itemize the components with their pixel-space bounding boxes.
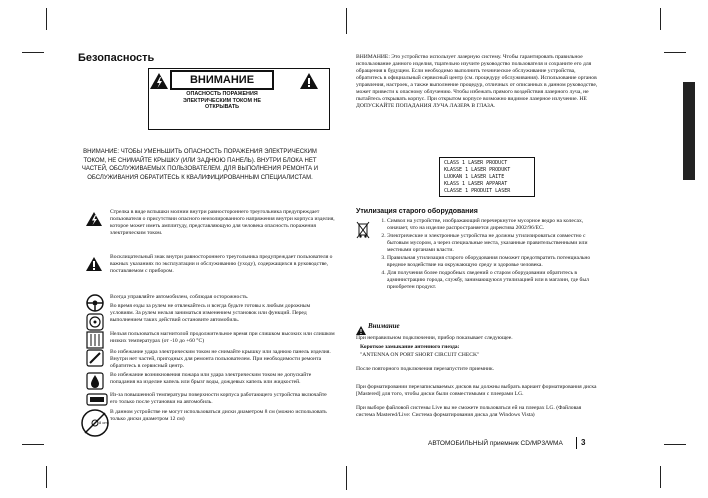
laser-label-line: CLASSE 1 PRODUIT LASER xyxy=(444,188,511,194)
recycle-item: 3. Правильная утилизация старого оборудования поможет предотвратить потенциально вредное воздействие на окружающую среду и здоровье человека. xyxy=(387,255,603,269)
disc-size-label: 8 cm xyxy=(99,420,108,425)
paragraph-temperature: Нельзя пользоваться магнитолой продолжительное время при слишком высоких или слишком низких температурах (от -10 до +60 °С) xyxy=(110,331,335,344)
paragraph-exclamation: Восклицательный знак внутри равностороннего треугольника предупреждает пользователя о важных указаниях по эксплуатации и обслуживанию (уходу), содержащихся в руководстве, поставляемом с прибором. xyxy=(110,254,333,274)
side-tab xyxy=(683,82,695,180)
format-text-live: При выборе файловой системы Live вы не сможете пользоваться ей на плеерах LG. (Файловая система Mastered/Live: Система форматирования диска для Windows Vista) xyxy=(356,405,582,418)
crop-mark xyxy=(660,8,661,30)
page-title: Безопасность xyxy=(78,52,155,64)
paragraph-water: Во избежание возникновения пожара или удара электрическим током не допускайте попадания на изделие капель или брызг воды, дождевых капель или жидкостей. xyxy=(110,372,312,385)
paragraph-road-conditions: Во время езды за рулем не отвлекайтесь и всегда будьте готовы к любым дорожным условиям. За рулем нельзя заниматься изменением установок или функций. Перед выполнением таких действий остановите автомобиль. xyxy=(110,303,311,323)
restart-text: После повторного подключения перезапустите приемник. xyxy=(356,366,495,372)
laser-label-line: KLASS 1 LASER APPARAT xyxy=(444,181,508,187)
main-warning-text: ВНИМАНИЕ: ЧТОБЫ УМЕНЬШИТЬ ОПАСНОСТЬ ПОРАЖЕНИЯ ЭЛЕКТРИЧЕСКИМ ТОКОМ, НЕ СНИМАЙТЕ КРЫШКУ (ИЛИ ЗАДНЮЮ ПАНЕЛЬ). ВНУТРИ БЛОКА НЕТ ЧАСТЕЙ, ОБСЛУЖИВАЕМЫХ ПОЛЬЗОВАТЕЛЕМ. ДЛЯ ВЫПОЛНЕНИЯ РЕМОНТА И ОБСЛУЖИВАНИЯ ОБРАТИТЕСЬ К КВАЛИФИЦИРОВАННЫМ СПЕЦИАЛИСТАМ. xyxy=(81,149,319,181)
crop-mark xyxy=(664,444,686,445)
recycle-item: 4. Для получения более подробных сведений о старом оборудовании обратитесь в администрацию города, службу, занимающуюся утилизацией или в магазин, где был приобретен продукт. xyxy=(387,270,603,291)
paragraph-do-not-open: Во избежание удара электрическим током не снимайте крышку или заднюю панель изделия. Внутри нет частей, пригодных для ремонта пользователем. При необходимости ремонта обратитесь в сервисный центр. xyxy=(110,349,331,369)
screwdriver-icon xyxy=(86,349,104,372)
crop-mark xyxy=(22,444,44,445)
short-circuit-message: "ANTENNA ON PORT SHORT CIRCUIT CHECK" xyxy=(360,352,480,358)
crop-mark xyxy=(346,466,347,490)
paragraph-lightning: Стрелка в виде вспышки молнии внутри равностороннего треугольника предупреждает пользователя о присутствии опасного неизолированного напряжения внутри корпуса изделия, которое может иметь амплитуду, представляющую для человека опасность поражения электрическим током. xyxy=(110,209,335,236)
format-text-mastered: При форматировании перезаписываемых дисков вы должны выбрать вариант форматирования диска [Mastered] для того, чтобы диски были совместимыми с плеерами LG. xyxy=(356,384,597,397)
footer-divider xyxy=(576,437,577,449)
footer-text: АВТОМОБИЛЬНЫЙ приемник CD/MP3/WMA xyxy=(428,440,563,447)
crop-mark xyxy=(22,52,44,53)
attention-text: При неправильном подключении, прибор показывает следующее. xyxy=(356,335,513,341)
laser-label-line: LUOKAN 1 LASER LAITE xyxy=(444,174,505,180)
exclamation-triangle-icon xyxy=(86,257,102,276)
attention-title: Внимание xyxy=(368,322,400,330)
recycle-list xyxy=(375,218,603,292)
laser-label-line: CLASS 1 LASER PRODUCT xyxy=(444,160,508,166)
page-number: 3 xyxy=(581,438,586,447)
warning-subtitle: ОПАСНОСТЬ ПОРАЖЕНИЯ ЭЛЕКТРИЧЕСКИМ ТОКОМ НЕ ОТКРЫВАТЬ xyxy=(183,91,261,110)
crop-mark xyxy=(346,8,347,34)
crop-mark xyxy=(664,52,686,53)
laser-warning-text: ВНИМАНИЕ: Это устройство использует лазерную систему. Чтобы гарантировать правильное использование данного изделия, тщательно изучите руководство пользователя и сохраните его для обращения в будущем. Если необходимо выполнить техническое обслуживание устройства, обратитесь в официальный сервисный центр (см. процедуру обслуживания). Использование органов управления, настроек, а также выполнение процедур, отличных от описанных в данном руководстве, может привести к опасному облучению. Чтобы избежать прямого воздействия лазерного луча, не пытайтесь открывать корпус. При открытом корпусе возможно видимое лазерное излучение. НЕ ДОПУСКАЙТЕ ПОПАДАНИЯ ЛУЧА ЛАЗЕРА В ГЛАЗА. xyxy=(356,54,598,109)
paragraph-drive-carefully: Всегда управляйте автомобилем, соблюдая осторожность. xyxy=(110,294,249,300)
laser-label-line: KLASSE 1 LASER PRODUKT xyxy=(444,167,511,173)
paragraph-heat: Из-за повышенной температуры поверхности корпуса работающего устройства включайте его только после установки на автомобиль. xyxy=(110,392,327,405)
lightning-triangle-icon xyxy=(86,212,102,231)
lightning-warning-icon xyxy=(150,73,168,94)
crop-mark xyxy=(46,8,47,30)
no-8cm-disc-icon xyxy=(80,408,110,438)
crop-mark xyxy=(660,466,661,488)
short-circuit-title: Короткое замыкание антенного гнезда: xyxy=(360,344,460,350)
recycle-item: 2. Электрические и электронные устройства не должны утилизироваться совместно с бытовым мусором, а через специальные места, указанные правительственными или местными органами власти. xyxy=(387,233,603,254)
crop-mark xyxy=(46,466,47,488)
exclamation-warning-icon xyxy=(300,73,318,94)
recycle-title: Утилизация старого оборудования xyxy=(356,208,478,215)
paragraph-disc-size: В данном устройстве не могут использоваться диски диаметром 8 см (можно использовать только диски диаметром 12 см) xyxy=(110,409,327,422)
warning-title: ВНИМАНИЕ xyxy=(170,70,274,90)
crossed-bin-icon xyxy=(356,221,370,244)
laser-class-label xyxy=(439,157,535,197)
recycle-item: 1. Символ на устройстве, изображающий перечеркнутое мусорное ведро на колесах, означает, что на изделие распространяется директива 2002/96/EC. xyxy=(387,218,603,232)
